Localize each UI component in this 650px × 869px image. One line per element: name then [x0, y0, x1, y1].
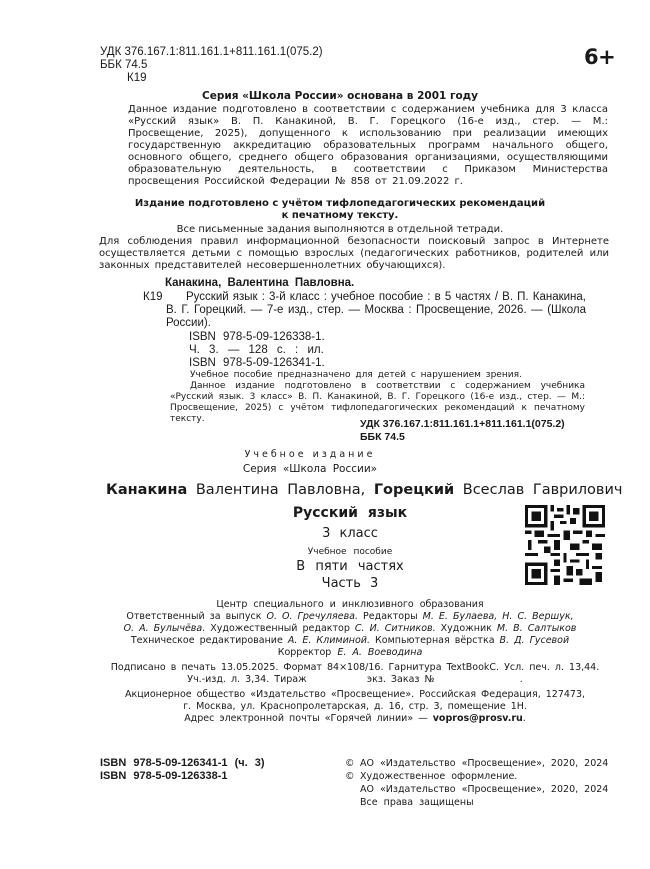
center-name: Центр специального и инклюзивного образования — [216, 599, 484, 610]
editors-label: Редакторы — [363, 611, 418, 622]
catalog-description: Русский язык : 3-й класс : учебное пособие : в 5 частях / В. П. Канакина, В. Г. Горецкий. — 7-е изд., стер. — Москва : Просвещение, 2026. — (Школа России). — [166, 291, 586, 329]
hotline-line — [95, 713, 615, 725]
credits-line2 — [110, 623, 590, 635]
publisher-line1: Акционерное общество «Издательство «Просвещение». Российская Федерация, 127473, — [124, 689, 586, 700]
author2-surname: Горецкий — [373, 482, 455, 498]
copyright-icon: © — [345, 771, 355, 782]
print-line2: Уч.-изд. л. 3,34. Тираж экз. Заказ № . — [187, 674, 523, 685]
rights-reserved: Все права защищены — [360, 797, 474, 808]
editor3-name: О. А. Булычёва. — [123, 623, 206, 634]
authors-line — [106, 482, 622, 498]
book-title: Русский язык — [292, 505, 408, 521]
credits-line4 — [110, 647, 590, 659]
tech-edit-name: А. Е. Климиной. — [287, 635, 370, 646]
copyright-icon: © — [345, 758, 355, 769]
hotline-end: . — [522, 713, 526, 724]
responsible-name: О. О. Гречуляева. — [266, 611, 359, 622]
artist-name: М. В. Салтыков — [496, 623, 577, 634]
print-line1: Подписано в печать 13.05.2025. Формат 84×108/16. Гарнитура TextBookC. Усл. печ. л. 13,44. — [110, 662, 600, 673]
catalog-edition-note: Данное издание подготовлено в соответствии с содержанием учебника «Русский язык. 3 класс» В. П. Канакиной, В. Г. Горецкого (16-е изд., стер. — М.: Просвещение, 2025) с учётом тифлопедагогических рекомендаций к печатному тексту. — [170, 381, 585, 424]
hotline-label: Адрес электронной почты «Горячей линии» — — [184, 713, 428, 724]
tiflo-note-line1: Издание подготовлено с учётом тифлопедагогических рекомендаций — [134, 198, 546, 209]
catalog-mark: К19 — [143, 291, 163, 303]
responsible-label: Ответственный за выпуск — [126, 611, 262, 622]
footer-isbn-set: ISBN 978-5-09-126338-1 — [100, 770, 228, 782]
copyright-line3: АО «Издательство «Просвещение», 2020, 2024 — [360, 784, 609, 795]
tech-edit-label: Техническое редактирование — [130, 635, 283, 646]
catalog-purpose: Учебное пособие предназначено для детей с нарушением зрения. — [190, 370, 522, 380]
hotline-email-link[interactable]: vopros@prosv.ru — [432, 713, 523, 724]
parts-count: В пяти частях — [296, 559, 404, 574]
age-rating-badge: 6+ — [584, 45, 616, 69]
layout-label: Компьютерная вёрстка — [375, 635, 495, 646]
notebook-note: Все письменные задания выполняются в отдельной тетради. — [176, 224, 504, 235]
author2-names: Всеслав Гаврилович — [462, 482, 623, 498]
credits-line3 — [110, 635, 590, 647]
copyright-line2: Художественное оформление. — [360, 771, 518, 782]
catalog-udk: УДК 376.167.1:811.161.1+811.161.1(075.2) — [360, 418, 565, 430]
udk-code: УДК 376.167.1:811.161.1+811.161.1(075.2) — [100, 46, 323, 58]
series-name: Серия «Школа России» — [242, 463, 378, 475]
tiflo-note-line2: к печатному тексту. — [281, 210, 399, 221]
bbk-code: ББК 74.5 — [100, 59, 148, 71]
publisher-line2: г. Москва, ул. Краснопролетарская, д. 16, стр. 3, помещение 1Н. — [183, 701, 527, 712]
qr-code-icon[interactable] — [525, 505, 605, 585]
footer-isbn-part: ISBN 978-5-09-126341-1 (ч. 3) — [100, 757, 265, 769]
edition-type: Учебное издание — [244, 449, 376, 460]
grade: 3 класс — [322, 526, 378, 541]
copyright-block — [345, 757, 608, 809]
art-editor-name: С. И. Ситников. — [354, 623, 436, 634]
author1-surname: Канакина — [106, 482, 188, 498]
series-founded: Серия «Школа России» основана в 2001 году — [202, 90, 478, 102]
part-number: Часть 3 — [321, 576, 379, 591]
proofreader-name: Е. А. Воеводина — [337, 647, 423, 658]
catalog-author-heading: Канакина, Валентина Павловна. — [165, 277, 355, 289]
artist-label: Художник — [440, 623, 492, 634]
catalog-part-pages: Ч. 3. — 128 с. : ил. — [189, 344, 324, 356]
layout-name: В. Д. Гусевой — [499, 635, 570, 646]
book-type: Учебное пособие — [307, 547, 393, 557]
proofreader-label: Корректор — [277, 647, 332, 658]
editors-names: М. Е. Булаева, Н. С. Вершук, — [422, 611, 574, 622]
catalog-isbn-part: ISBN 978-5-09-126341-1. — [189, 357, 325, 369]
catalog-isbn-set: ISBN 978-5-09-126338-1. — [189, 331, 325, 343]
edition-note: Данное издание подготовлено в соответствии с содержанием учебника для 3 класса «Русский язык» В. П. Канакиной, В. Г. Горецкого (16-е изд., стер. — М.: Просвещение, 2025), допущенного к использованию при реализации имеющих государственную аккредитацию образовательных программ начального общего, основного общего, среднего общего образования организациями, осуществляющими образовательную деятельность, в соответствии с Приказом Министерства просвещения Российской Федерации № 858 от 21.09.2022 г. — [128, 104, 608, 187]
catalog-bbk: ББК 74.5 — [360, 431, 405, 443]
art-editor-label: Художественный редактор — [210, 623, 350, 634]
safety-note: Для соблюдения правил информационной безопасности поисковый запрос в Интернете осуществляется детьми с помощью взрослых (педагогических работников, родителей или законных представителей несовершеннолетних обучающихся). — [99, 236, 609, 271]
author1-names: Валентина Павловна, — [195, 482, 366, 498]
copyright-line1: АО «Издательство «Просвещение», 2020, 2024 — [360, 758, 609, 769]
credits-line1 — [110, 611, 590, 623]
author-mark: К19 — [127, 72, 147, 84]
